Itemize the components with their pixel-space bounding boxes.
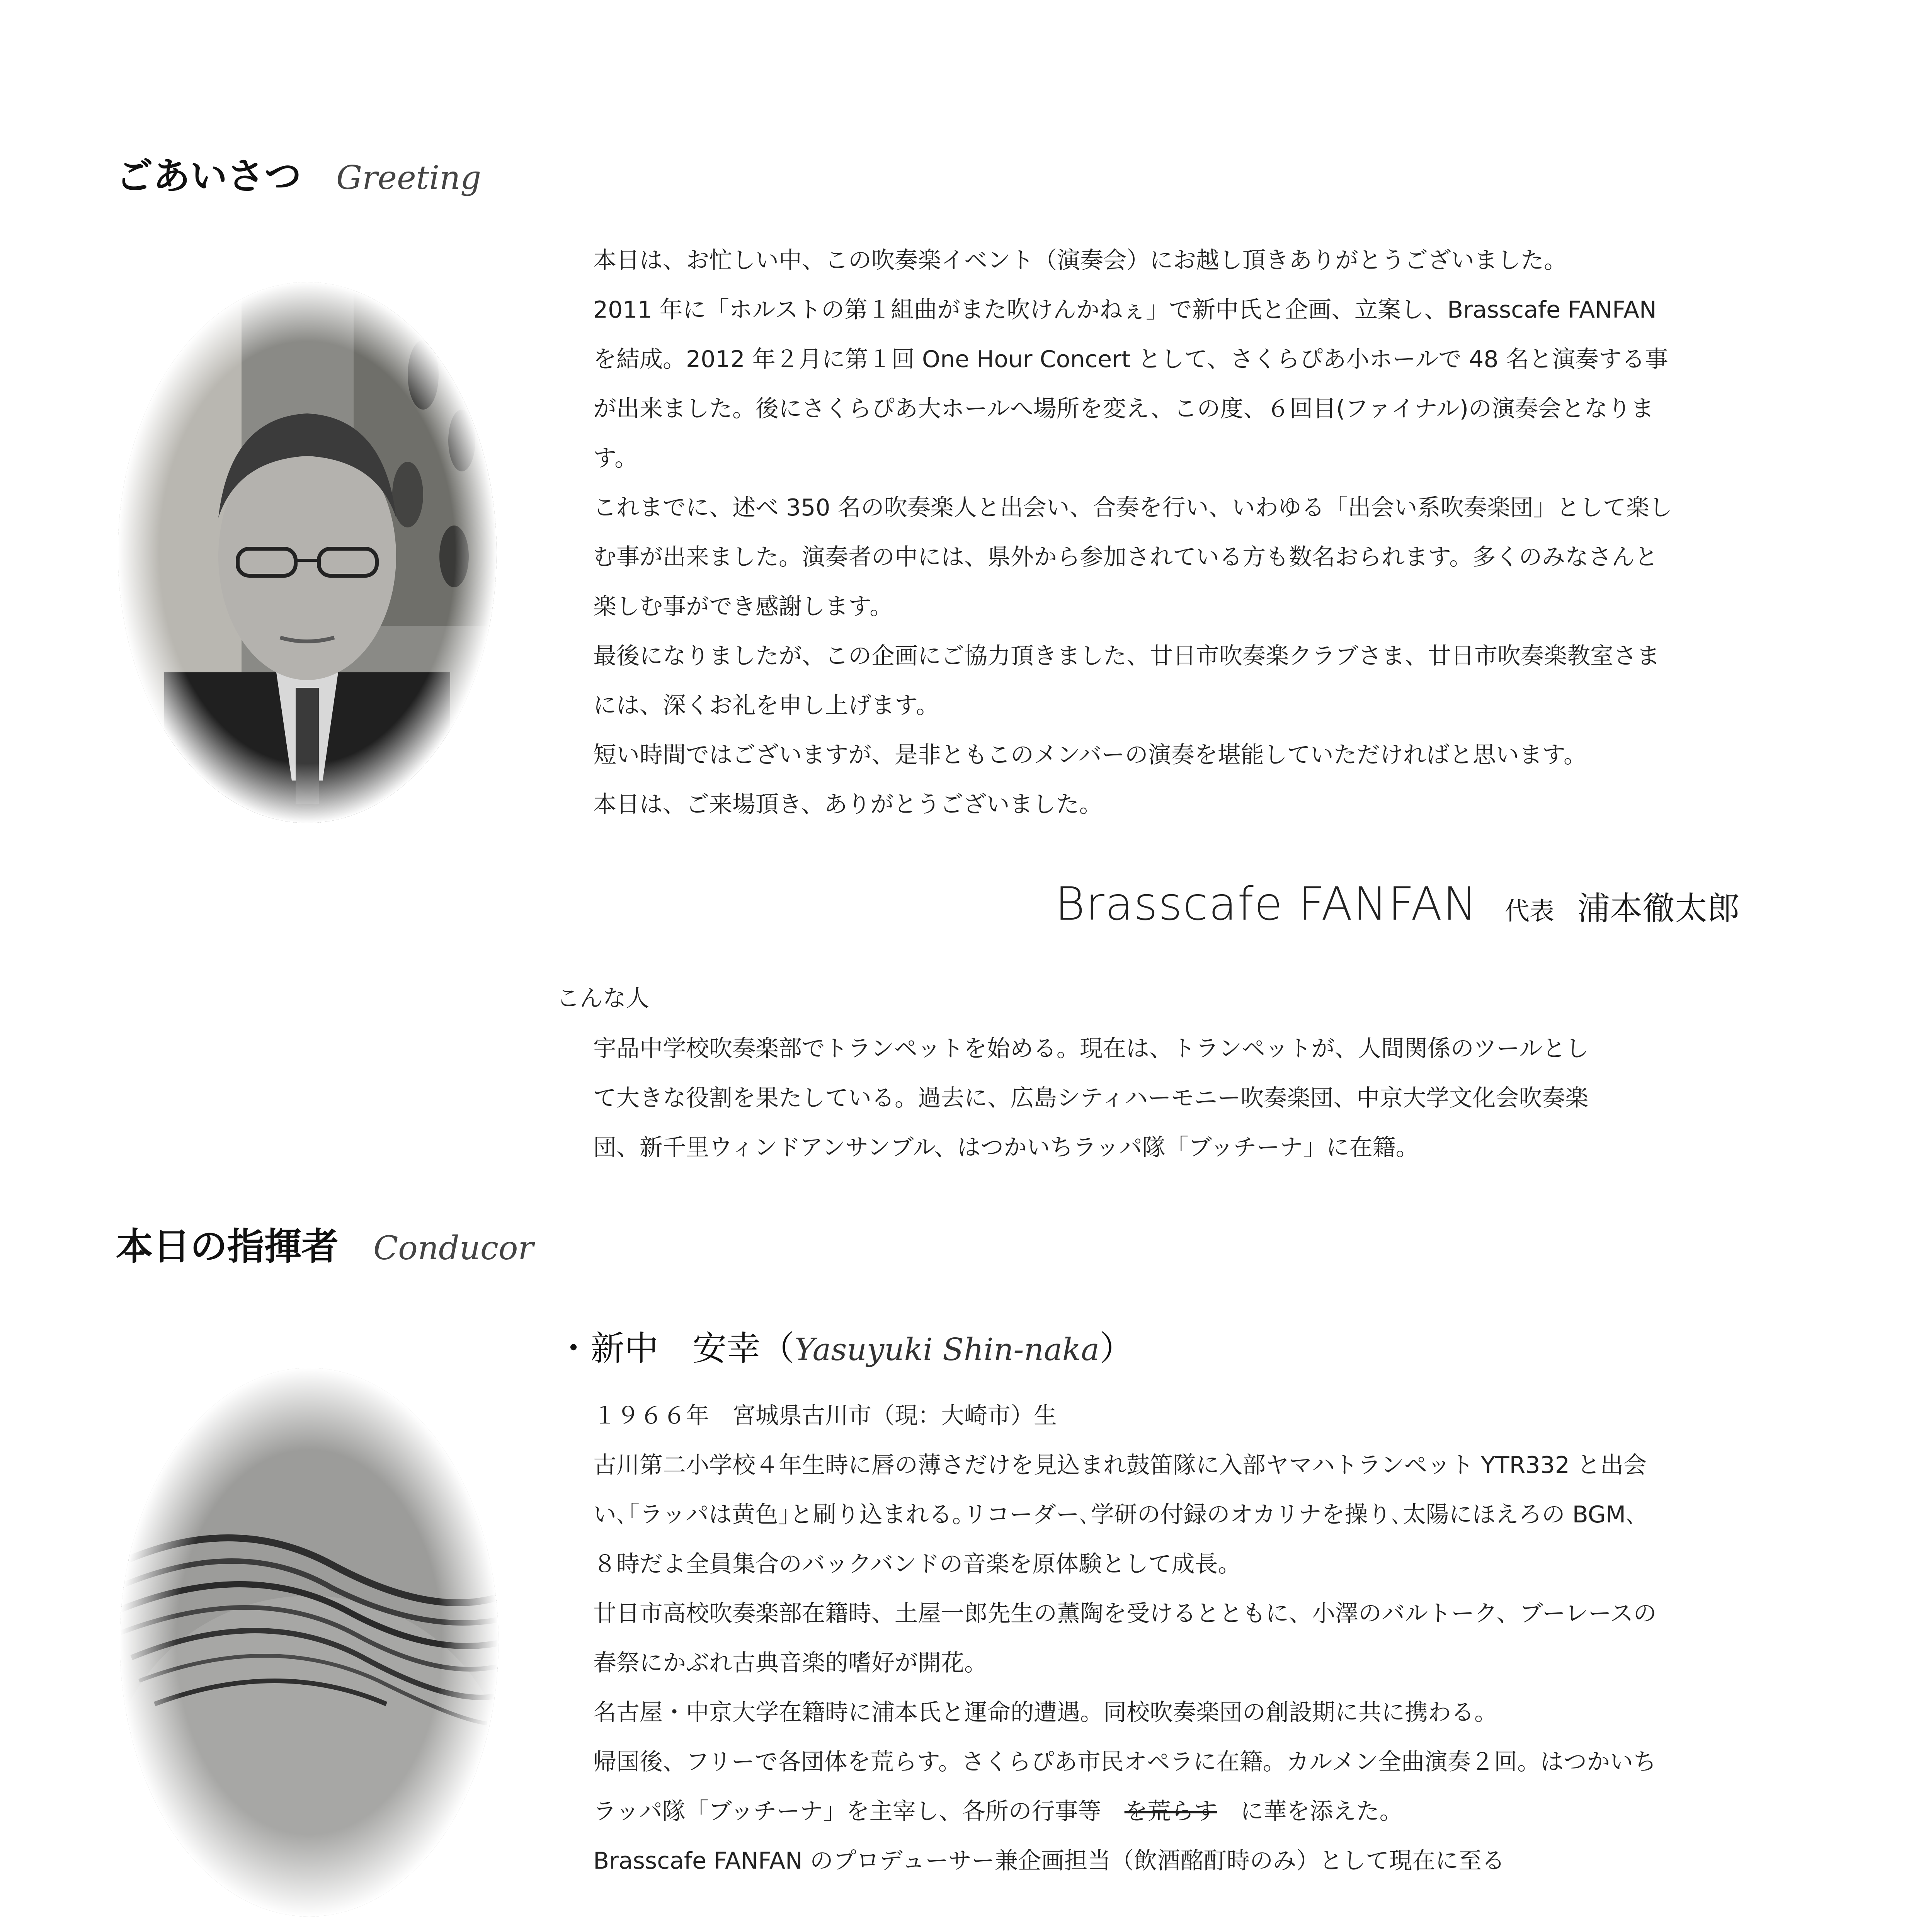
greeting-line: す。 <box>593 445 638 472</box>
bio-line: 名古屋・中京大学在籍時に浦本氏と運命的遭遇。同校吹奏楽団の創設期に共に携わる。 <box>593 1699 1497 1726</box>
greeting-line: 本日は、お忙しい中、この吹奏楽イベント（演奏会）にお越し頂きありがとうございました。 <box>593 247 1567 274</box>
bio-line <box>593 1787 1807 1836</box>
greeting-heading-en: Greeting <box>336 159 482 197</box>
greeting-line: 最後になりましたが、この企画にご協力頂きました、廿日市吹奏楽クラブさま、廿日市吹奏楽教室さま <box>593 643 1660 670</box>
greeting-line: 短い時間ではございますが、是非ともこのメンバーの演奏を堪能していただければと思います。 <box>593 742 1587 769</box>
bio-line: い､｢ラッパは黄色｣と刷り込まれる｡リコーダー､学研の付録のオカリナを操り､太陽にほえろの BGM､ <box>593 1501 1638 1528</box>
profile-line: 団、新千里ウィンドアンサンブル、はつかいちラッパ隊「ブッチーナ」に在籍。 <box>593 1134 1419 1161</box>
profile-line: て大きな役割を果たしている。過去に、広島シティハーモニー吹奏楽団、中京大学文化会吹奏楽 <box>593 1085 1589 1112</box>
conductor-1-name-latin: Yasuyuki Shin-naka <box>795 1332 1099 1367</box>
greeting-line: 本日は、ご来場頂き、ありがとうございました。 <box>593 791 1103 818</box>
conductor-heading-jp: 本日の指揮者 <box>116 1225 339 1268</box>
bio-line-part: に華を添えた。 <box>1240 1798 1403 1825</box>
greeting-line: 2011 年に「ホルストの第１組曲がまた吹けんかねぇ」で新中氏と企画、立案し、Brasscafe FANFAN <box>593 296 1657 323</box>
conductor-1-name <box>556 1321 1133 1370</box>
struck-text: を荒らす <box>1124 1798 1217 1825</box>
greeting-heading <box>116 147 481 200</box>
bio-line: １９６６年 宮城県古川市（現：大崎市）生 <box>593 1402 1057 1429</box>
greeting-text <box>593 236 1807 829</box>
profile-text <box>593 1024 1807 1172</box>
signature <box>1055 877 1740 930</box>
conductor-1-name-close: ） <box>1099 1328 1133 1368</box>
greeting-line: これまでに、述べ 350 名の吹奏楽人と出会い、合奏を行い、いわゆる「出会い系吹奏楽団」として楽し <box>593 494 1673 521</box>
bio-line: 春祭にかぶれ古典音楽的嗜好が開花。 <box>593 1650 987 1677</box>
greeting-line: が出来ました。後にさくらぴあ大ホールへ場所を変え、この度、６回目(ファイナル)の演奏会となりま <box>593 395 1654 422</box>
profile-line: 宇品中学校吹奏楽部でトランペットを始める。現在は、トランペットが、人間関係のツールとし <box>593 1035 1589 1062</box>
bio-line: 帰国後、フリーで各団体を荒らす。さくらぴあ市民オペラに在籍。カルメン全曲演奏２回。はつかいち <box>593 1748 1656 1776</box>
signature-brand: Brasscafe FANFAN <box>1055 877 1478 930</box>
bio-line: Brasscafe FANFAN のプロデューサー兼企画担当（飲酒酩酊時のみ）として現在に至る <box>593 1847 1505 1874</box>
greeting-line: には、深くお礼を申し上げます。 <box>593 692 939 719</box>
greeting-line: 楽しむ事ができ感謝します。 <box>593 593 893 620</box>
bio-line-part: ラッパ隊「ブッチーナ」を主宰し、各所の行事等 <box>593 1798 1101 1825</box>
bio-line: 廿日市高校吹奏楽部在籍時、土屋一郎先生の薫陶を受けるとともに、小澤のバルトーク、ブーレースの <box>593 1600 1657 1627</box>
conductor-heading-en: Conducor <box>373 1229 534 1267</box>
bio-line: 古川第二小学校４年生時に唇の薄さだけを見込まれ鼓笛隊に入部ヤマハトランペット YTR332 と出会 <box>593 1452 1647 1479</box>
greeting-portrait-photo <box>114 278 500 827</box>
conductor-1-name-jp: ・新中 安幸（ <box>556 1328 795 1368</box>
bio-line: ８時だよ全員集合のバックバンドの音楽を原体験として成長。 <box>593 1551 1241 1578</box>
profile-label-text: こんな人 <box>556 985 649 1012</box>
conductor-heading <box>116 1217 534 1270</box>
profile-label <box>556 974 1793 1023</box>
signature-name: 浦本徹太郎 <box>1577 889 1740 927</box>
greeting-line: を結成。2012 年２月に第１回 One Hour Concert として、さくらぴあ小ホールで 48 名と演奏する事 <box>593 346 1668 373</box>
conductor-1-photo <box>116 1364 502 1920</box>
signature-title: 代表 <box>1504 897 1554 926</box>
conductor-1-bio <box>593 1391 1807 1886</box>
greeting-heading-jp: ごあいさつ <box>116 155 301 198</box>
greeting-line: む事が出来ました。演奏者の中には、県外から参加されている方も数名おられます。多くのみなさんと <box>593 544 1658 571</box>
